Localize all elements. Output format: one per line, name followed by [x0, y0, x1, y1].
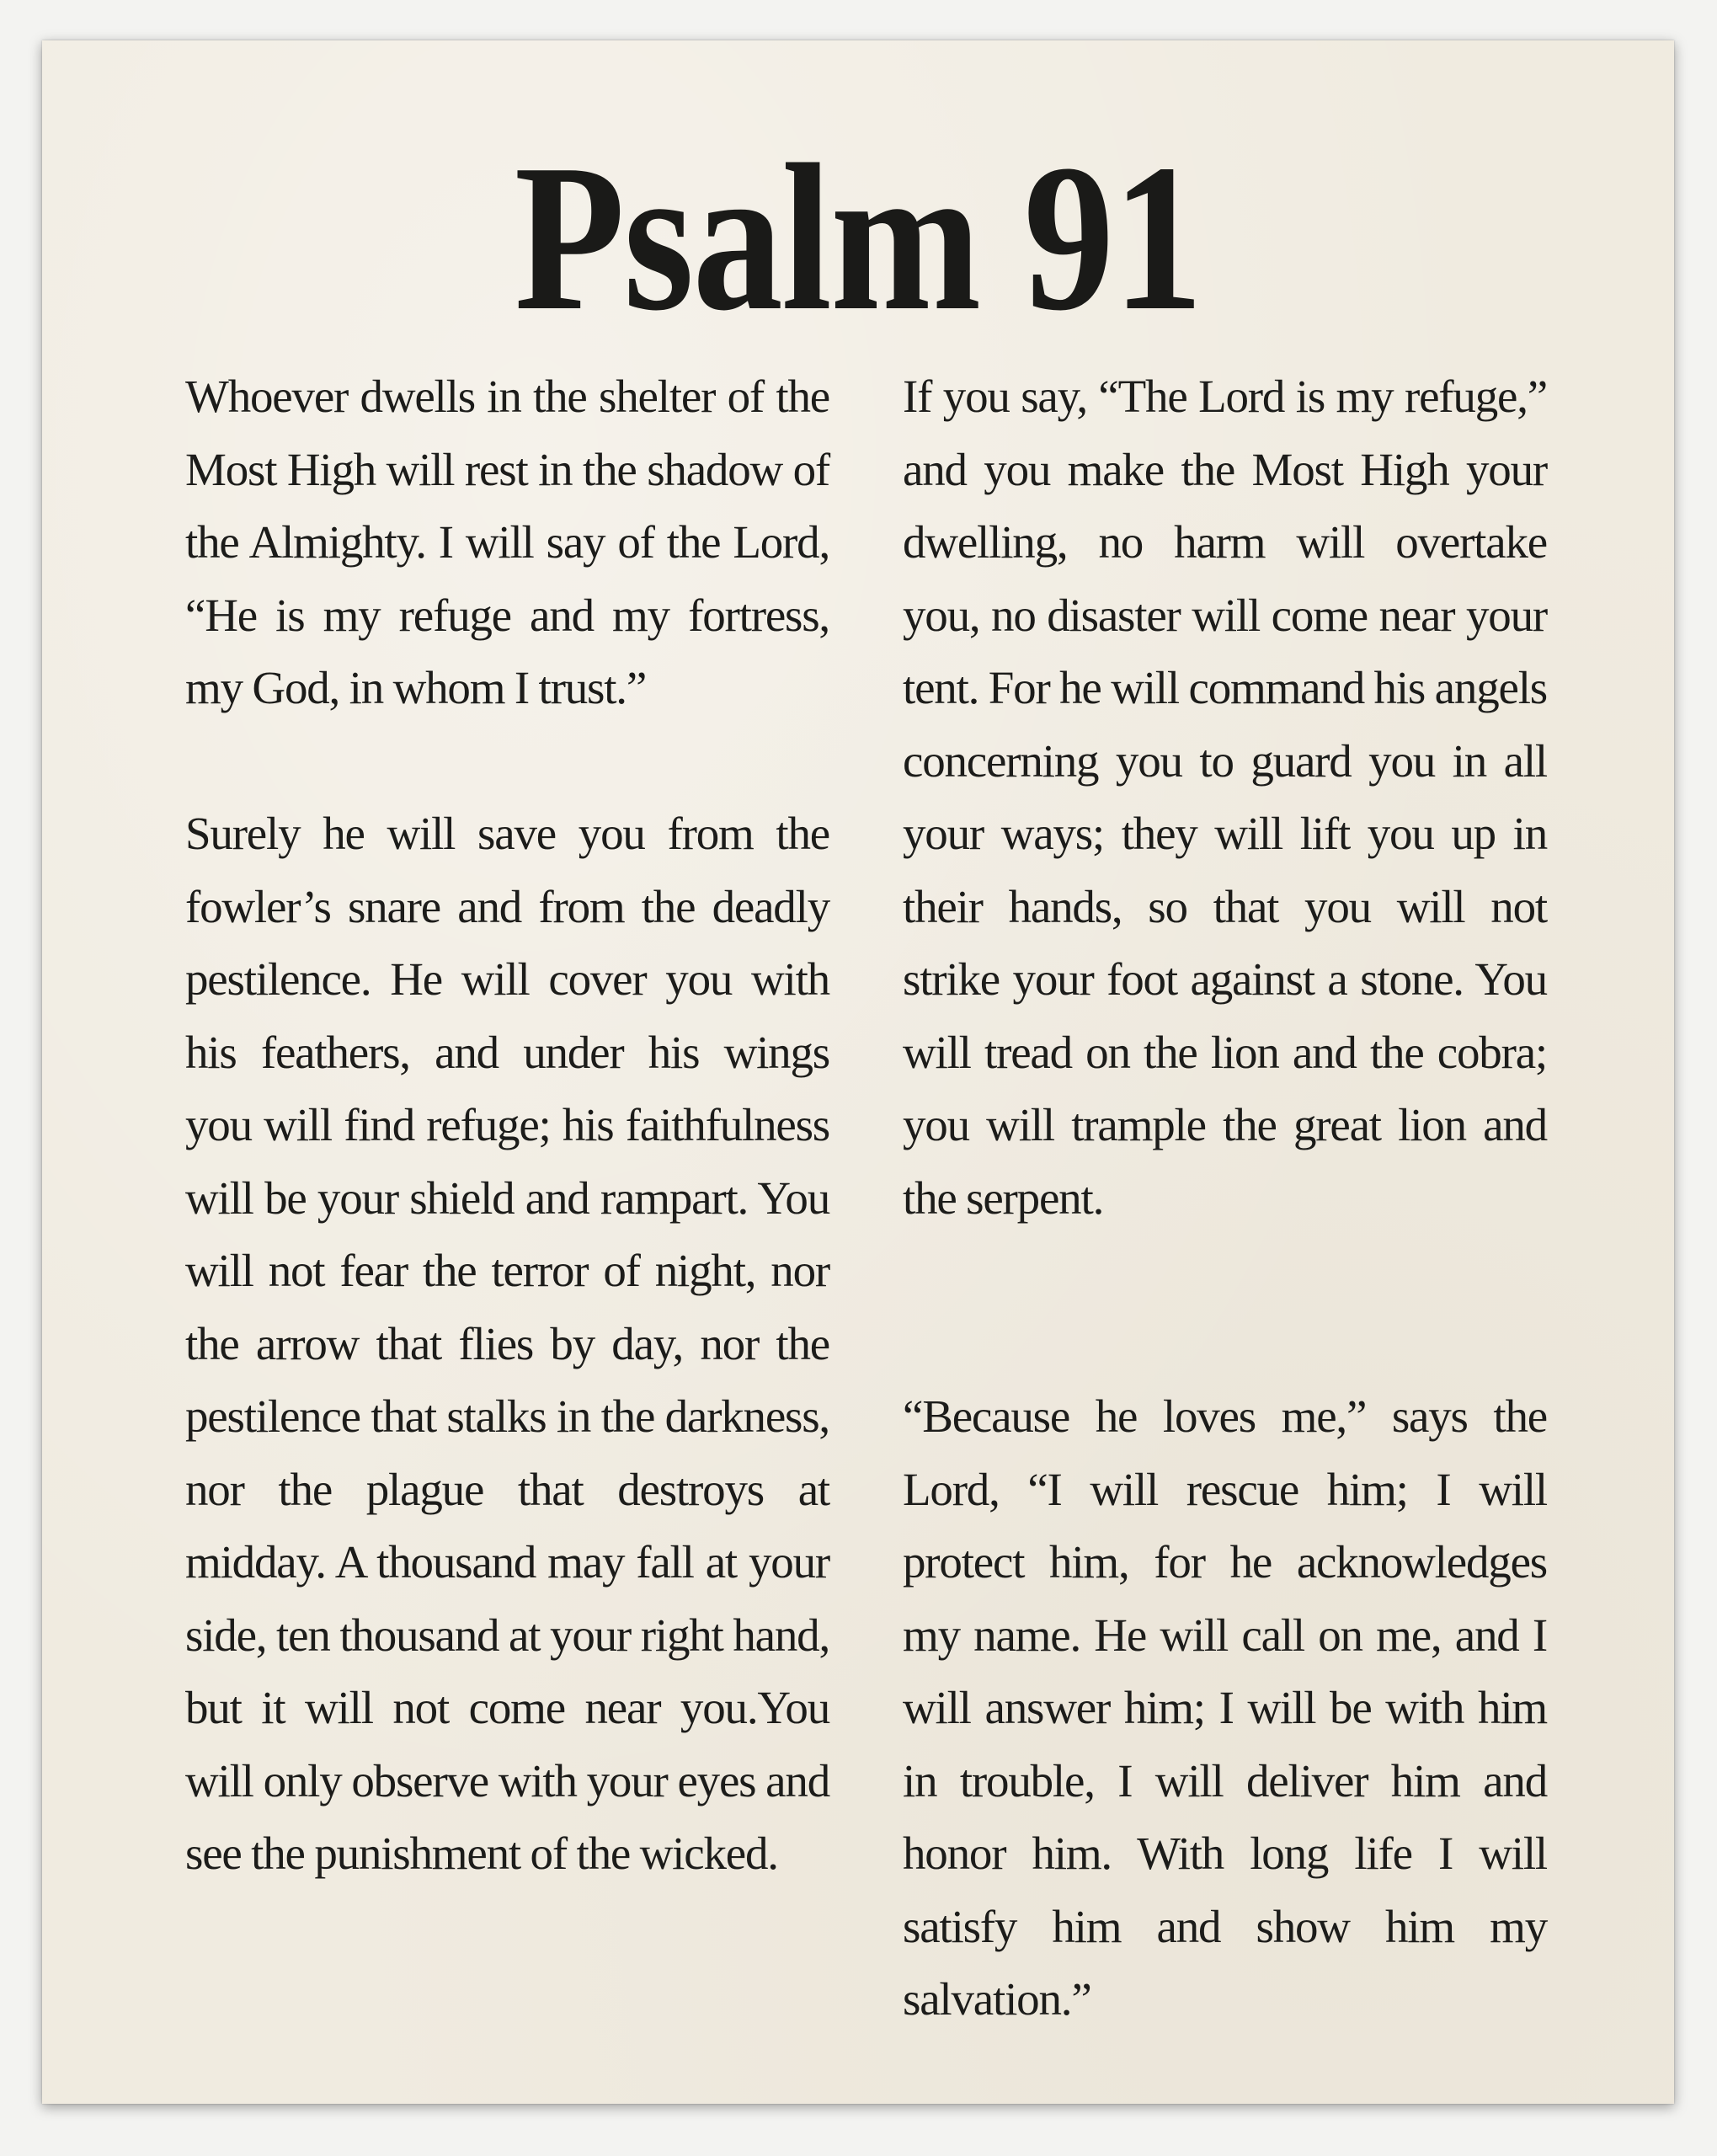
left-text-column: [185, 360, 829, 1891]
right-text-column: [903, 360, 1547, 2036]
page-title: Psalm 91: [514, 121, 1202, 355]
poster-paper: [42, 40, 1674, 2104]
paragraph-spacer: [185, 725, 829, 798]
paragraph-spacer: [903, 1235, 1547, 1308]
paragraph-promise: “Because he loves me,” says the Lord, “I will rescue him; I will protect him, for he acknowledges my name. He will call on me, and I will answer him; I will be with him in trouble, I will deliver him and honor him. With long life I will satisfy him and show him my salvation.”: [903, 1390, 1547, 2025]
paragraph-refuge: If you say, “The Lord is my refuge,” and you make the Most High your dwelling, no harm will overtake you, no disaster will come near your tent. For he will command his angels concerning you to guard you in all your ways; they will lift you up in their hands, so that you will not strike your foot against a stone. You will tread on the lion and the cobra; you will trample the great lion and the serpent.: [903, 371, 1547, 1224]
paragraph-spacer: [903, 1308, 1547, 1381]
paragraph-shelter: Whoever dwells in the shelter of the Most High will rest in the shadow of the Almighty. I will say of the Lord, “He is my refuge and my fortress, my God, in whom I trust.”: [185, 371, 829, 713]
paragraph-protection: Surely he will save you from the fowler’s snare and from the deadly pestilence. He will cover you with his feathers, and under his wings you will find refuge; his faithfulness will be your shield and rampart. You will not fear the terror of night, nor the arrow that flies by day, nor the pestilence that stalks in the darkness, nor the plague that destroys at midday. A thousand may fall at your side, ten thousand at your right hand, but it will not come near you.You will only observe with your eyes and see the punishment of the wicked.: [185, 808, 829, 1879]
